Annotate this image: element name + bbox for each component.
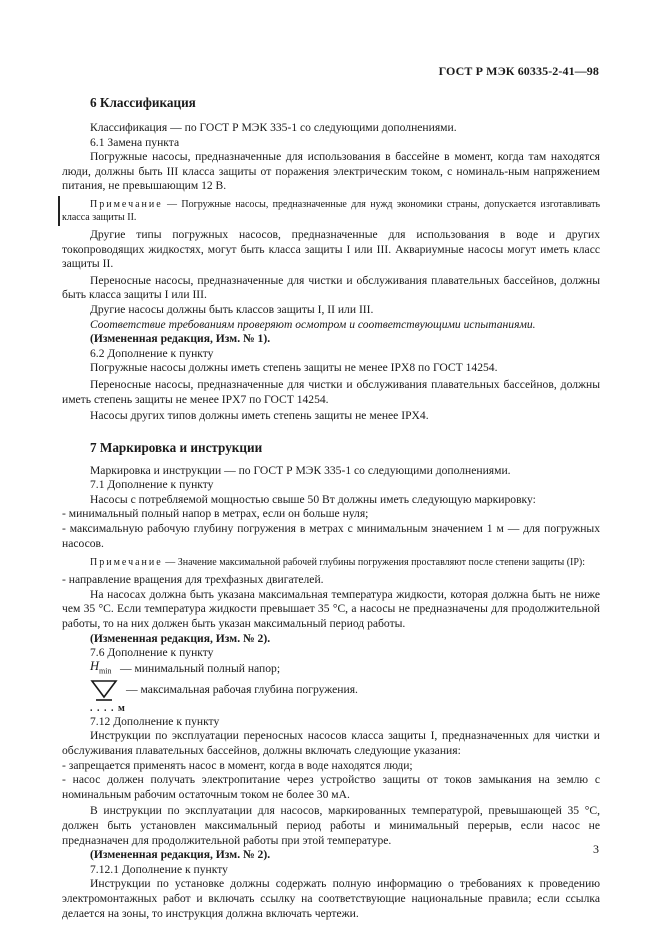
paragraph: На насосах должна быть указана максимальная температура жидкости, которая должна быть не ниже чем 35 °С. Если температура жидкости превышает 35 °С, а насосы не предназначены для продолжительной работы, то на них должен быть указан максимальный период работы. xyxy=(62,587,600,631)
paragraph: Классификация — по ГОСТ Р МЭК 335-1 со следующими дополнениями. xyxy=(90,121,457,134)
clause-7-1: 7.1 Дополнение к пункту xyxy=(90,478,214,492)
standard-number: ГОСТ Р МЭК 60335-2-41—98 xyxy=(438,64,599,78)
list-item: - запрещается применять насос в момент, когда в воде находятся люди; xyxy=(62,758,413,772)
paragraph: В инструкции по эксплуатации для насосов, маркированных температурой, превышающей 35 °С, должен быть установлен максимальный период работы и минимальный перерыв, если насос не предназначен для продолжительной работы при этой температуре. xyxy=(62,804,600,847)
clause-6-2: 6.2 Дополнение к пункту xyxy=(90,346,214,360)
paragraph: Инструкции по эксплуатации переносных насосов класса защиты I, предназначенных для чистки и обслуживания плавательных бассейнов, должны включать следующие указания: xyxy=(62,729,600,757)
clause-6-1: 6.1 Замена пункта xyxy=(90,135,180,149)
water-depth-icon xyxy=(90,679,118,701)
list-item: - насос должен получать электропитание через устройство защиты от токов замыкания на землю с номинальным рабочим остаточным током не более 30 мА. xyxy=(62,773,600,801)
clause-7-12-1: 7.12.1 Дополнение к пункту xyxy=(90,862,228,876)
depth-symbol-row xyxy=(62,677,600,703)
amendment-note: (Измененная редакция, Изм. № 2). xyxy=(90,631,271,645)
note-label: Примечание xyxy=(90,198,163,210)
paragraph: Другие типы погружных насосов, предназначенные для использования в воде и других токопроводящих жидкостях, могут быть класса защиты I или III. Аквариумные насосы могут иметь класс защиты II. xyxy=(62,227,600,271)
paragraph: Переносные насосы, предназначенные для чистки и обслуживания плавательных бассейнов, должны иметь степень защиты не менее IPX7 по ГОСТ 14254. xyxy=(62,377,600,406)
compliance-statement: Соответствие требованиям проверяют осмотром и соответствующими испытаниями. xyxy=(90,317,536,331)
page-content xyxy=(62,94,600,921)
hmin-symbol: $H_{min}$ xyxy=(90,658,112,676)
amendment-note: (Измененная редакция, Изм. № 2). xyxy=(90,848,271,862)
section-7-heading: 7 Маркировка и инструкции xyxy=(90,439,263,455)
paragraph: Погружные насосы, предназначенные для использования в бассейне в момент, когда там находятся люди, должны быть III класса защиты от поражения электрическим током, с номиналь-ным напряжением питания, не превышающим 12 В. xyxy=(62,150,600,193)
list-item: - направление вращения для трехфазных двигателей. xyxy=(62,573,324,587)
hmin-description: — минимальный полный напор; xyxy=(120,661,281,675)
note-7-1 xyxy=(62,556,600,569)
paragraph: Маркировка и инструкции — по ГОСТ Р МЭК 335-1 со следующими дополнениями. xyxy=(90,463,511,477)
section-6-heading: 6 Классификация xyxy=(90,95,196,110)
note-label: Примечание xyxy=(90,557,163,569)
paragraph: Насосы других типов должны иметь степень защиты не менее IPX4. xyxy=(90,409,429,423)
depth-value-placeholder: . . . . м xyxy=(90,702,126,714)
paragraph: Переносные насосы, предназначенные для чистки и обслуживания плавательных бассейнов, должны быть класса защиты I или III. xyxy=(62,273,600,302)
paragraph: Инструкции по установке должны содержать полную информацию о требованиях к проведению электромонтажных работ и включать ссылку на соответствующие национальные правила; если ссылка делается на зоны, то инструкция должна включать чертежи. xyxy=(62,877,600,920)
page-number: 3 xyxy=(593,842,599,856)
note-6-1 xyxy=(62,198,600,224)
amendment-note: (Измененная редакция, Изм. № 1). xyxy=(90,332,271,346)
clause-7-6: 7.6 Дополнение к пункту xyxy=(90,646,214,660)
note-text: — Погружные насосы, предназначенные для нужд экономики страны, допускается изготавливать класса защиты II. xyxy=(62,198,600,223)
depth-description: — максимальная рабочая глубина погружения. xyxy=(126,682,358,696)
clause-7-12: 7.12 Дополнение к пункту xyxy=(90,714,220,728)
note-text: — Значение максимальной рабочей глубины погружения проставляют после степени защиты (IP): xyxy=(162,557,586,569)
paragraph: Другие насосы должны быть классов защиты I, II или III. xyxy=(90,302,374,316)
list-item: - минимальный полный напор в метрах, если он больше нуля; xyxy=(62,507,369,521)
list-item: - максимальную рабочую глубину погружения в метрах с минимальным значением 1 м — для погружных насосов. xyxy=(62,522,600,550)
paragraph: Насосы с потребляемой мощностью свыше 50 Вт должны иметь следующую маркировку: xyxy=(90,492,536,506)
hmin-symbol-row xyxy=(62,658,600,677)
paragraph: Погружные насосы должны иметь степень защиты не менее IPX8 по ГОСТ 14254. xyxy=(90,361,498,375)
